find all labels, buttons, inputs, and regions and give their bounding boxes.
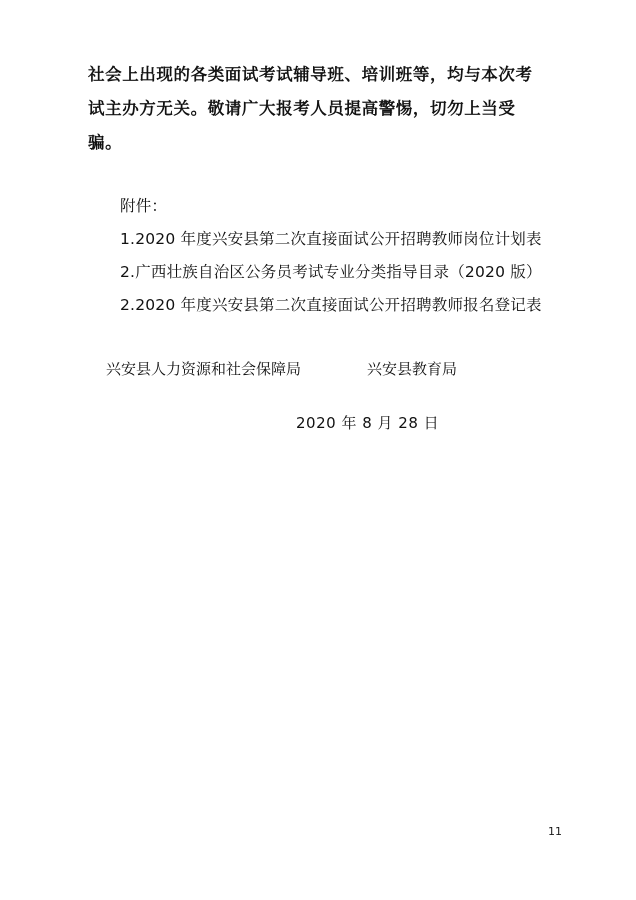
document-date: 2020 年 8 月 28 日 [296,414,440,432]
attachment-item-3: 2.2020 年度兴安县第二次直接面试公开招聘教师报名登记表 [120,296,542,314]
signature-row [106,354,548,384]
attachments-label: 附件： [120,197,168,215]
attachment-item-1: 1.2020 年度兴安县第二次直接面试公开招聘教师岗位计划表 [120,230,542,248]
page-number: 11 [548,825,562,838]
signature-block [88,354,548,384]
attachment-item-2: 2.广西壮族自治区公务员考试专业分类指导目录（2020 版） [120,263,542,281]
warning-paragraph: 社会上出现的各类面试考试辅导班、培训班等，均与本次考试主办方无关。敬请广大报考人员提高警惕，切勿上当受骗。 [88,65,533,152]
signature-left-org: 兴安县人力资源和社会保障局 [106,360,302,378]
spacer [88,160,548,190]
document-body [88,58,548,433]
signature-right-org: 兴安县教育局 [367,360,458,378]
